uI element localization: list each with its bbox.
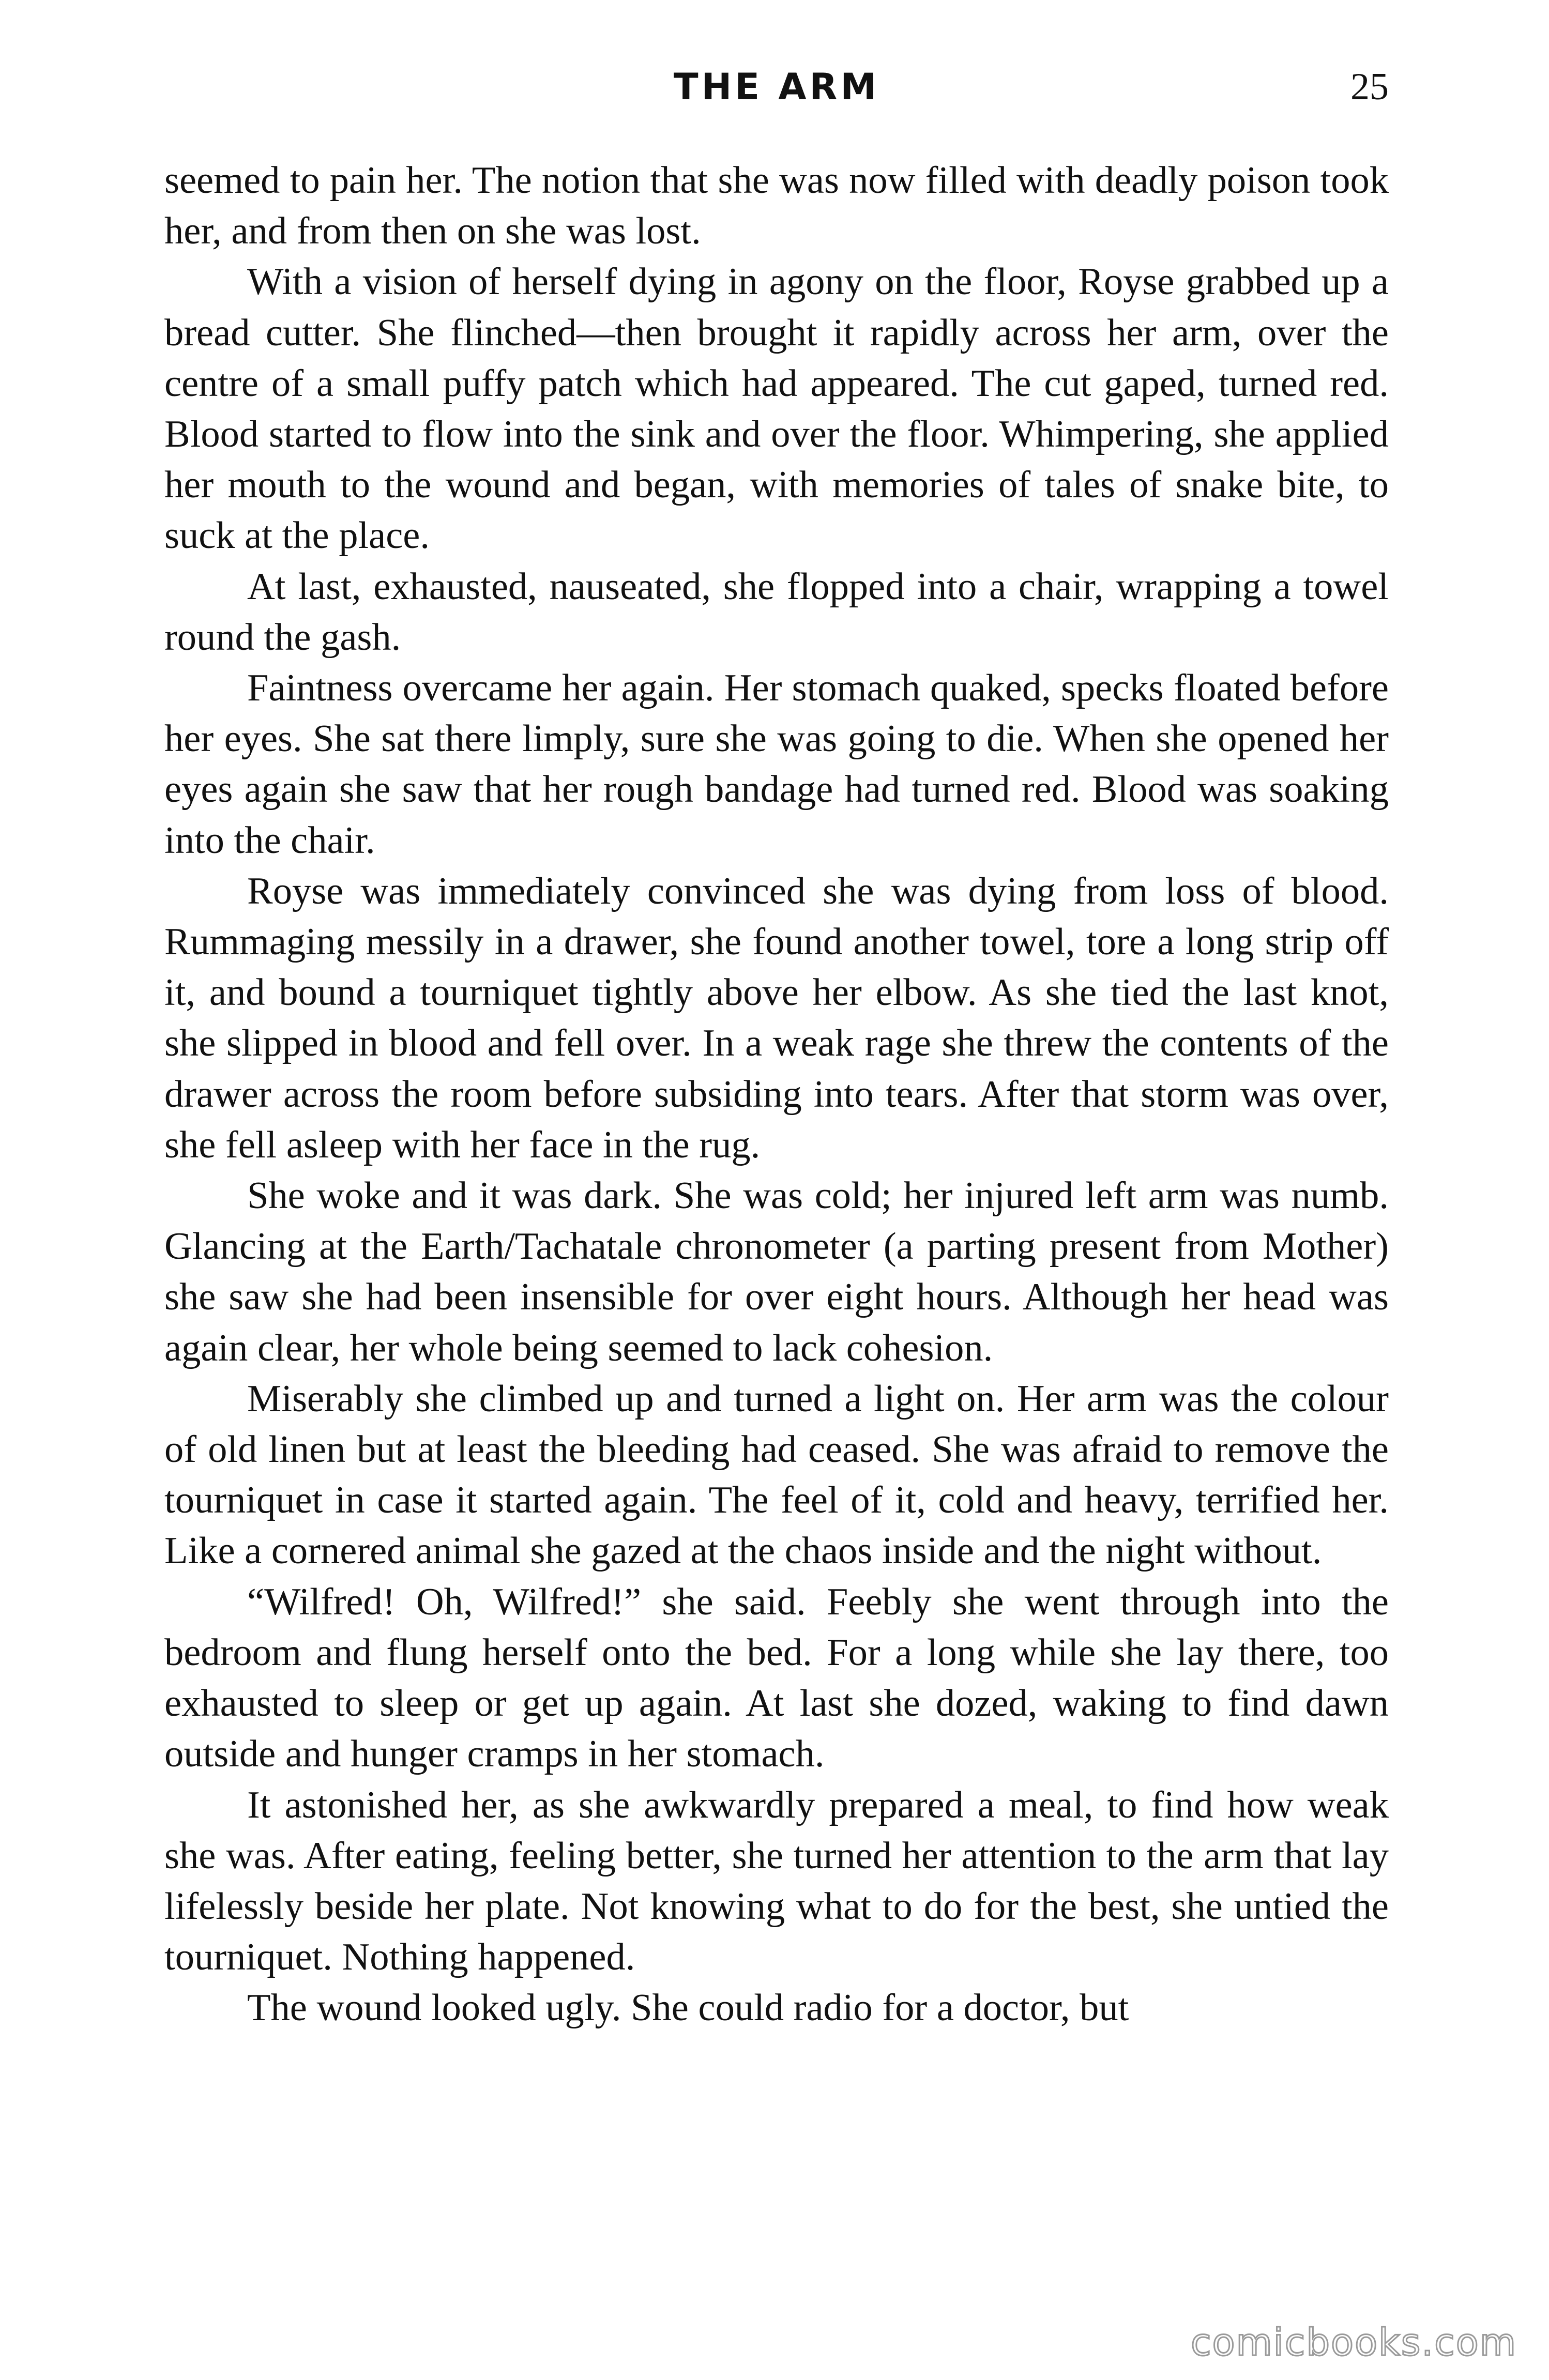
paragraph-6: She woke and it was dark. She was cold; her injured left arm was numb. Glancing at the Earth/Tachatale chronometer (a parting present from Mother) she saw she had been insensible for over eight hours. Although her head was again clear, her whole being seemed to lack cohesion. <box>164 1174 1389 1369</box>
paragraph-3: At last, exhausted, nauseated, she flopped into a chair, wrapping a towel round the gash. <box>164 565 1389 659</box>
paragraph-5: Royse was immediately convinced she was dying from loss of blood. Rummaging messily in a drawer, she found another towel, tore a long strip off it, and bound a tourniquet tightly above her elbow. As she tied the last knot, she slipped in blood and fell over. In a weak rage she threw the contents of the drawer across the room before subsiding into tears. After that storm was over, she fell asleep with her face in the rug. <box>164 869 1389 1166</box>
paragraph-8: “Wilfred! Oh, Wilfred!” she said. Feebly she went through into the bedroom and flung herself onto the bed. For a long while she lay there, too exhausted to sleep or get up again. At last she dozed, waking to find dawn outside and hunger cramps in her stomach. <box>164 1580 1389 1776</box>
page-number: 25 <box>1350 66 1389 108</box>
paragraph-4: Faintness overcame her again. Her stomach quaked, specks floated before her eyes. She sat there limply, sure she was going to die. When she opened her eyes again she saw that her rough bandage had turned red. Blood was soaking into the chair. <box>164 667 1389 862</box>
page-header <box>164 61 1389 118</box>
paragraph-10: The wound looked ugly. She could radio for a doctor, but <box>247 1987 1129 2030</box>
paragraph-9: It astonished her, as she awkwardly prepared a meal, to find how weak she was. After eating, feeling better, she turned her attention to the arm that lay lifelessly beside her plate. Not knowing what to do for the best, she untied the tourniquet. Nothing happened. <box>164 1783 1389 1979</box>
body-text <box>164 155 1389 2034</box>
paragraph-7: Miserably she climbed up and turned a light on. Her arm was the colour of old linen but at least the bleeding had ceased. She was afraid to remove the tourniquet in case it started again. The feel of it, cold and heavy, terrified her. Like a cornered animal she gazed at the chaos inside and the night without. <box>164 1377 1389 1573</box>
watermark: comicbooks.com <box>1190 2321 1517 2364</box>
paragraph-2: With a vision of herself dying in agony on the floor, Royse grabbed up a bread cutter. She flinched—then brought it rapidly across her arm, over the centre of a small puffy patch which had appeared. The cut gaped, turned red. Blood started to flow into the sink and over the floor. Whimpering, she applied her mouth to the wound and began, with memories of tales of snake bite, to suck at the place. <box>164 261 1389 557</box>
paragraph-1: seemed to pain her. The notion that she was now filled with deadly poison took her, and from then on she was lost. <box>164 159 1389 253</box>
running-title: THE ARM <box>673 66 880 108</box>
